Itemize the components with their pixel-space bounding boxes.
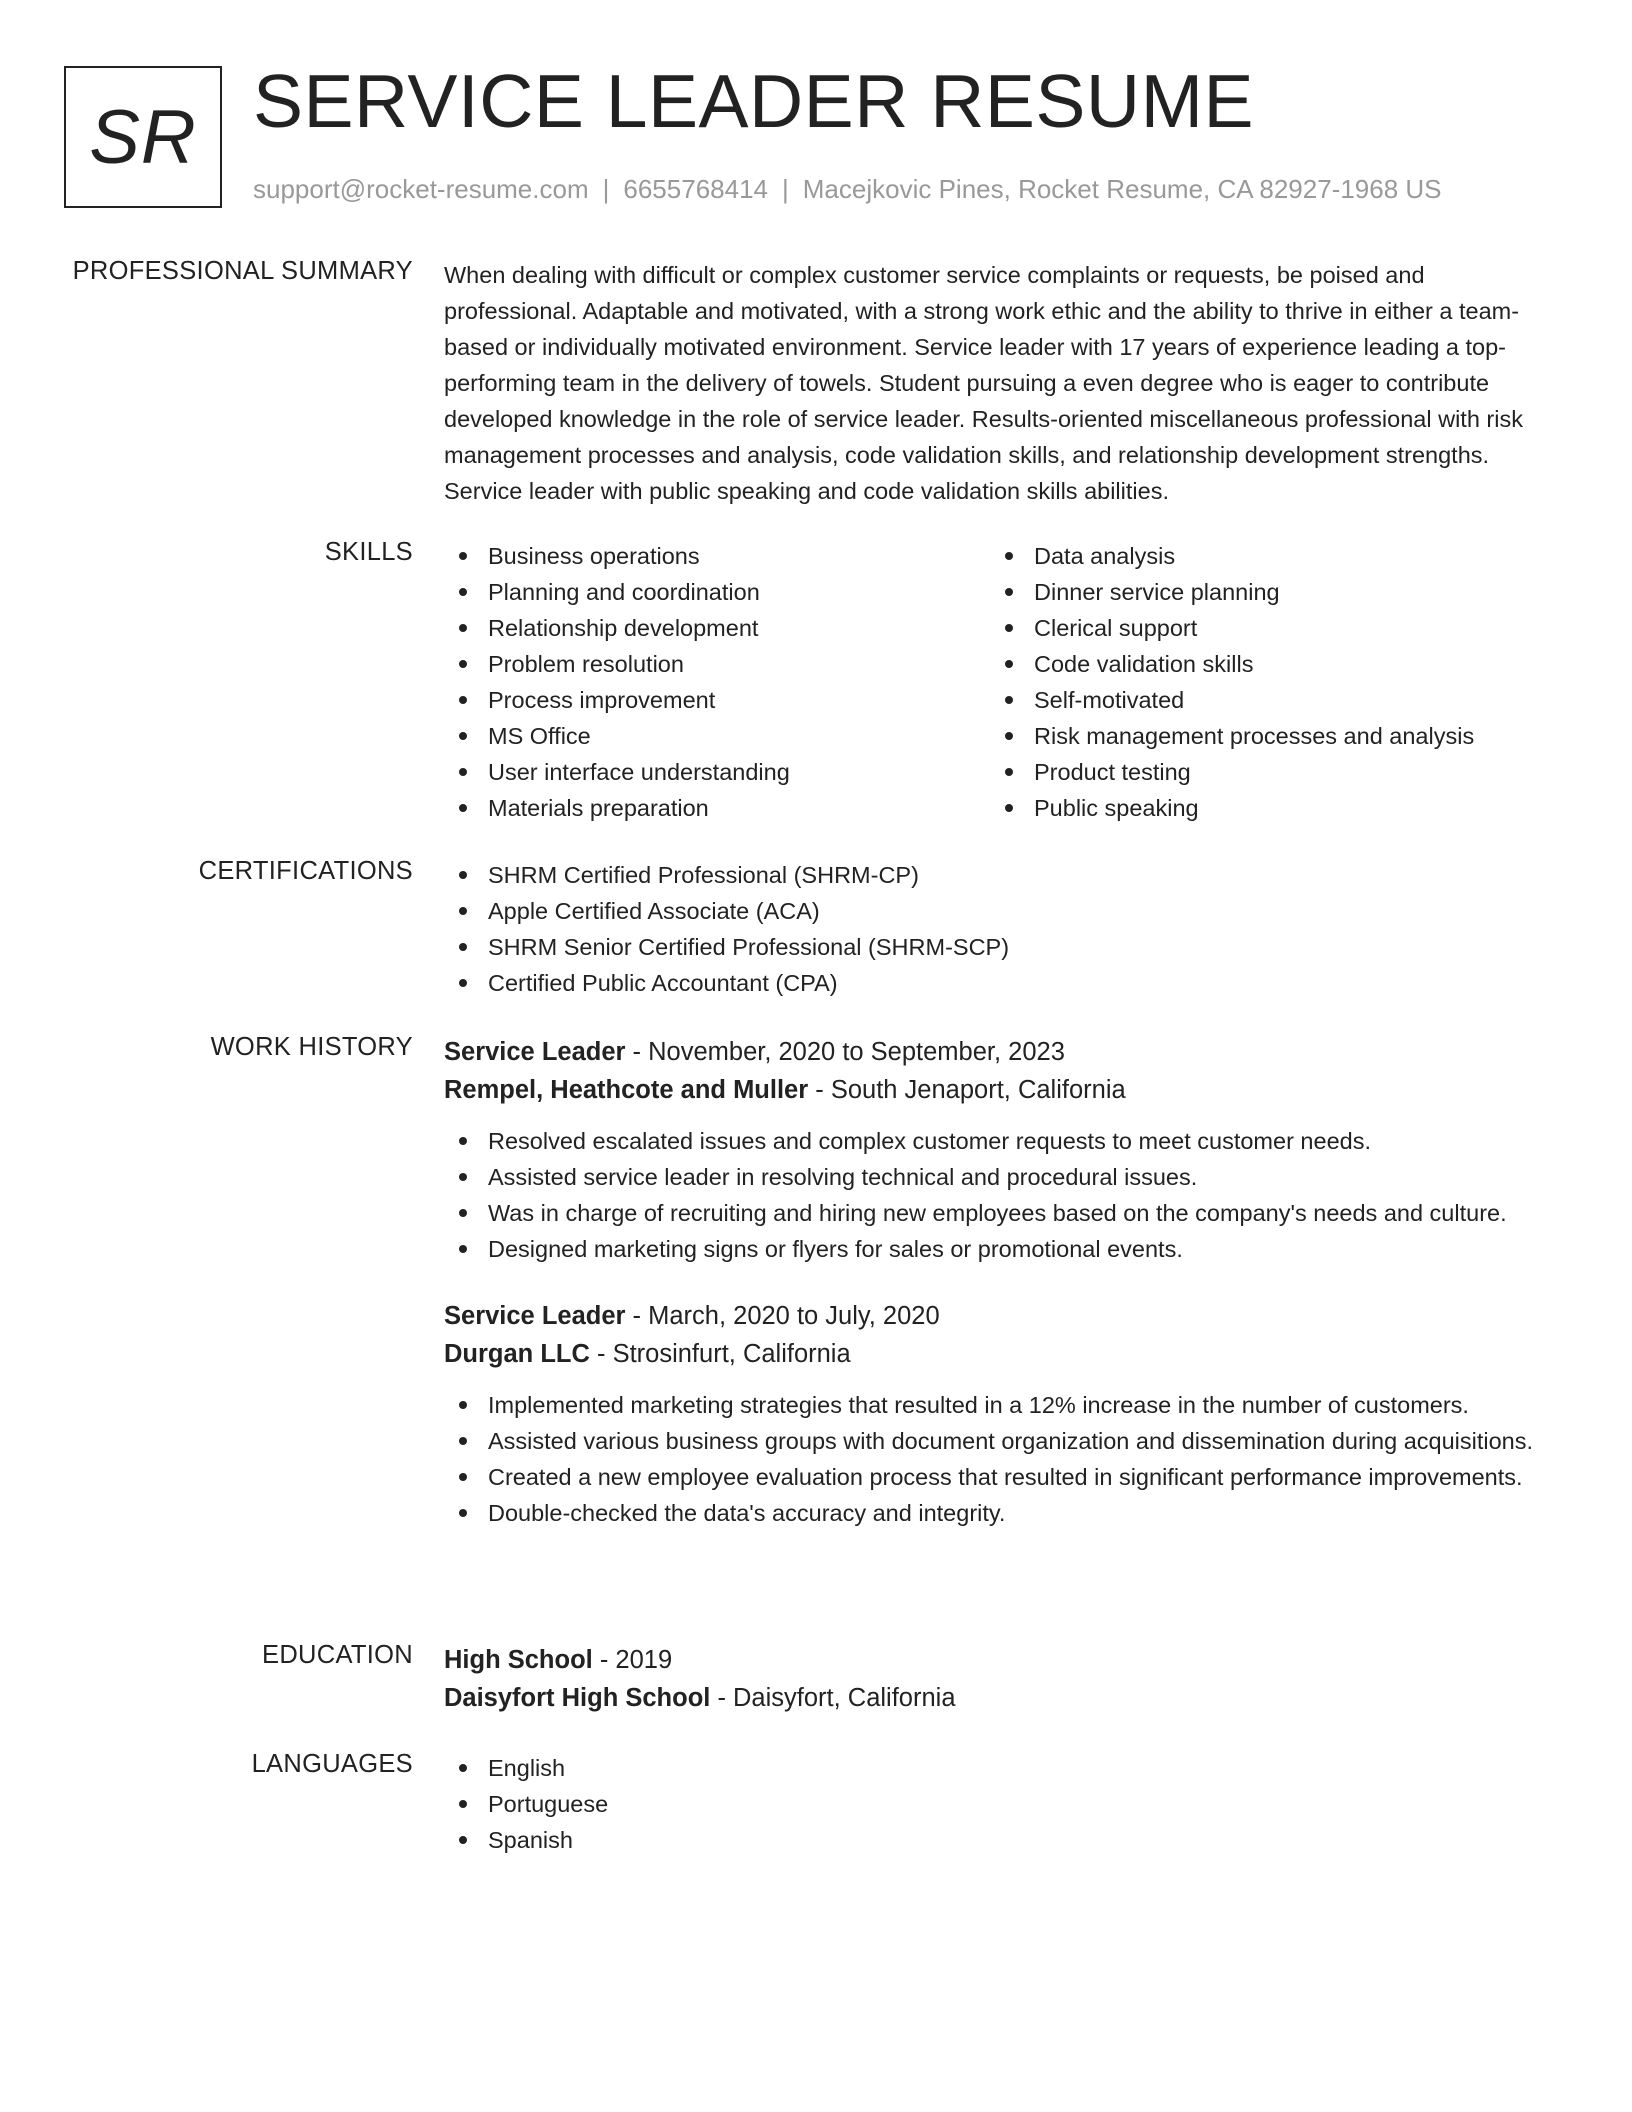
section-label: PROFESSIONAL SUMMARY (72, 257, 413, 285)
work-history-body (444, 1033, 1559, 1531)
list-item: Product testing (990, 754, 1536, 790)
list-item: SHRM Senior Certified Professional (SHRM-SCP) (444, 929, 1559, 965)
list-item: Dinner service planning (990, 574, 1536, 610)
section-label: EDUCATION (262, 1641, 413, 1669)
contact-address: Macejkovic Pines, Rocket Resume, CA 82927-1968 US (802, 174, 1442, 204)
list-item: Spanish (444, 1822, 1559, 1858)
section-label: SKILLS (324, 538, 413, 566)
list-item: Certified Public Accountant (CPA) (444, 965, 1559, 1001)
list-item: Implemented marketing strategies that resulted in a 12% increase in the number of customers. (444, 1387, 1559, 1423)
education-year: - 2019 (592, 1646, 673, 1674)
job-title: Service Leader (444, 1038, 626, 1066)
education-body (444, 1641, 1559, 1717)
list-item: Public speaking (990, 790, 1536, 826)
job-title-line (444, 1297, 1559, 1335)
list-item: Planning and coordination (444, 574, 990, 610)
list-item: Designed marketing signs or flyers for sales or promotional events. (444, 1231, 1559, 1267)
education-degree-line (444, 1641, 1559, 1679)
skills-list-left (444, 538, 990, 826)
education-school-line (444, 1679, 1559, 1717)
job-company-line (444, 1071, 1559, 1109)
job-title: Service Leader (444, 1302, 626, 1330)
job-entry (444, 1033, 1559, 1267)
skills-list-right (990, 538, 1536, 826)
job-company: Rempel, Heathcote and Muller (444, 1076, 809, 1104)
certifications-list (444, 857, 1559, 1001)
education-degree: High School (444, 1646, 593, 1674)
list-item: Relationship development (444, 610, 990, 646)
list-item: Self-motivated (990, 682, 1536, 718)
job-dates: - March, 2020 to July, 2020 (625, 1302, 940, 1330)
job-entry (444, 1297, 1559, 1531)
list-item: MS Office (444, 718, 990, 754)
list-item: Was in charge of recruiting and hiring new employees based on the company's needs and culture. (444, 1195, 1559, 1231)
section-label: WORK HISTORY (210, 1033, 413, 1061)
languages-list (444, 1750, 1559, 1858)
list-item: Code validation skills (990, 646, 1536, 682)
contact-email[interactable]: support@rocket-resume.com (253, 174, 589, 204)
contact-separator: | (602, 174, 610, 204)
list-item: Clerical support (990, 610, 1536, 646)
job-location: - Strosinfurt, California (589, 1340, 851, 1368)
job-company-line (444, 1335, 1559, 1373)
job-bullets (444, 1387, 1559, 1531)
list-item: Double-checked the data's accuracy and integrity. (444, 1495, 1559, 1531)
resume-title: SERVICE LEADER RESUME (253, 59, 1255, 143)
list-item: Materials preparation (444, 790, 990, 826)
contact-phone[interactable]: 6655768414 (623, 174, 768, 204)
list-item: Created a new employee evaluation process that resulted in significant performance improvements. (444, 1459, 1559, 1495)
list-item: Resolved escalated issues and complex customer requests to meet customer needs. (444, 1123, 1559, 1159)
job-company: Durgan LLC (444, 1340, 590, 1368)
list-item: Process improvement (444, 682, 990, 718)
list-item: SHRM Certified Professional (SHRM-CP) (444, 857, 1559, 893)
list-item: Portuguese (444, 1786, 1559, 1822)
skills-columns (444, 538, 1559, 826)
list-item: Assisted service leader in resolving technical and procedural issues. (444, 1159, 1559, 1195)
list-item: English (444, 1750, 1559, 1786)
list-item: User interface understanding (444, 754, 990, 790)
list-item: Assisted various business groups with document organization and dissemination during acquisitions. (444, 1423, 1559, 1459)
list-item: Data analysis (990, 538, 1536, 574)
summary-text: When dealing with difficult or complex customer service complaints or requests, be poised and professional. Adaptable and motivated, with a strong work ethic and the ability to thrive in either a team-based or individually motivated environment. Service leader with 17 years of experience leading a top-performing team in the delivery of towels. Student pursuing a even degree who is eager to contribute developed knowledge in the role of service leader. Results-oriented miscellaneous professional with risk management processes and analysis, code validation skills, and relationship development strengths. Service leader with public speaking and code validation skills abilities. (444, 262, 1523, 504)
monogram-initials: SR (89, 94, 197, 180)
job-title-line (444, 1033, 1559, 1071)
job-dates: - November, 2020 to September, 2023 (625, 1038, 1065, 1066)
section-label: CERTIFICATIONS (198, 857, 413, 885)
education-school: Daisyfort High School (444, 1684, 711, 1712)
list-item: Apple Certified Associate (ACA) (444, 893, 1559, 929)
education-location: - Daisyfort, California (710, 1684, 956, 1712)
list-item: Problem resolution (444, 646, 990, 682)
list-item: Business operations (444, 538, 990, 574)
job-bullets (444, 1123, 1559, 1267)
section-label: LANGUAGES (251, 1750, 413, 1778)
job-location: - South Jenaport, California (808, 1076, 1126, 1104)
contact-line (253, 174, 1442, 205)
monogram-box (64, 66, 222, 208)
list-item: Risk management processes and analysis (990, 718, 1536, 754)
contact-separator: | (782, 174, 789, 204)
